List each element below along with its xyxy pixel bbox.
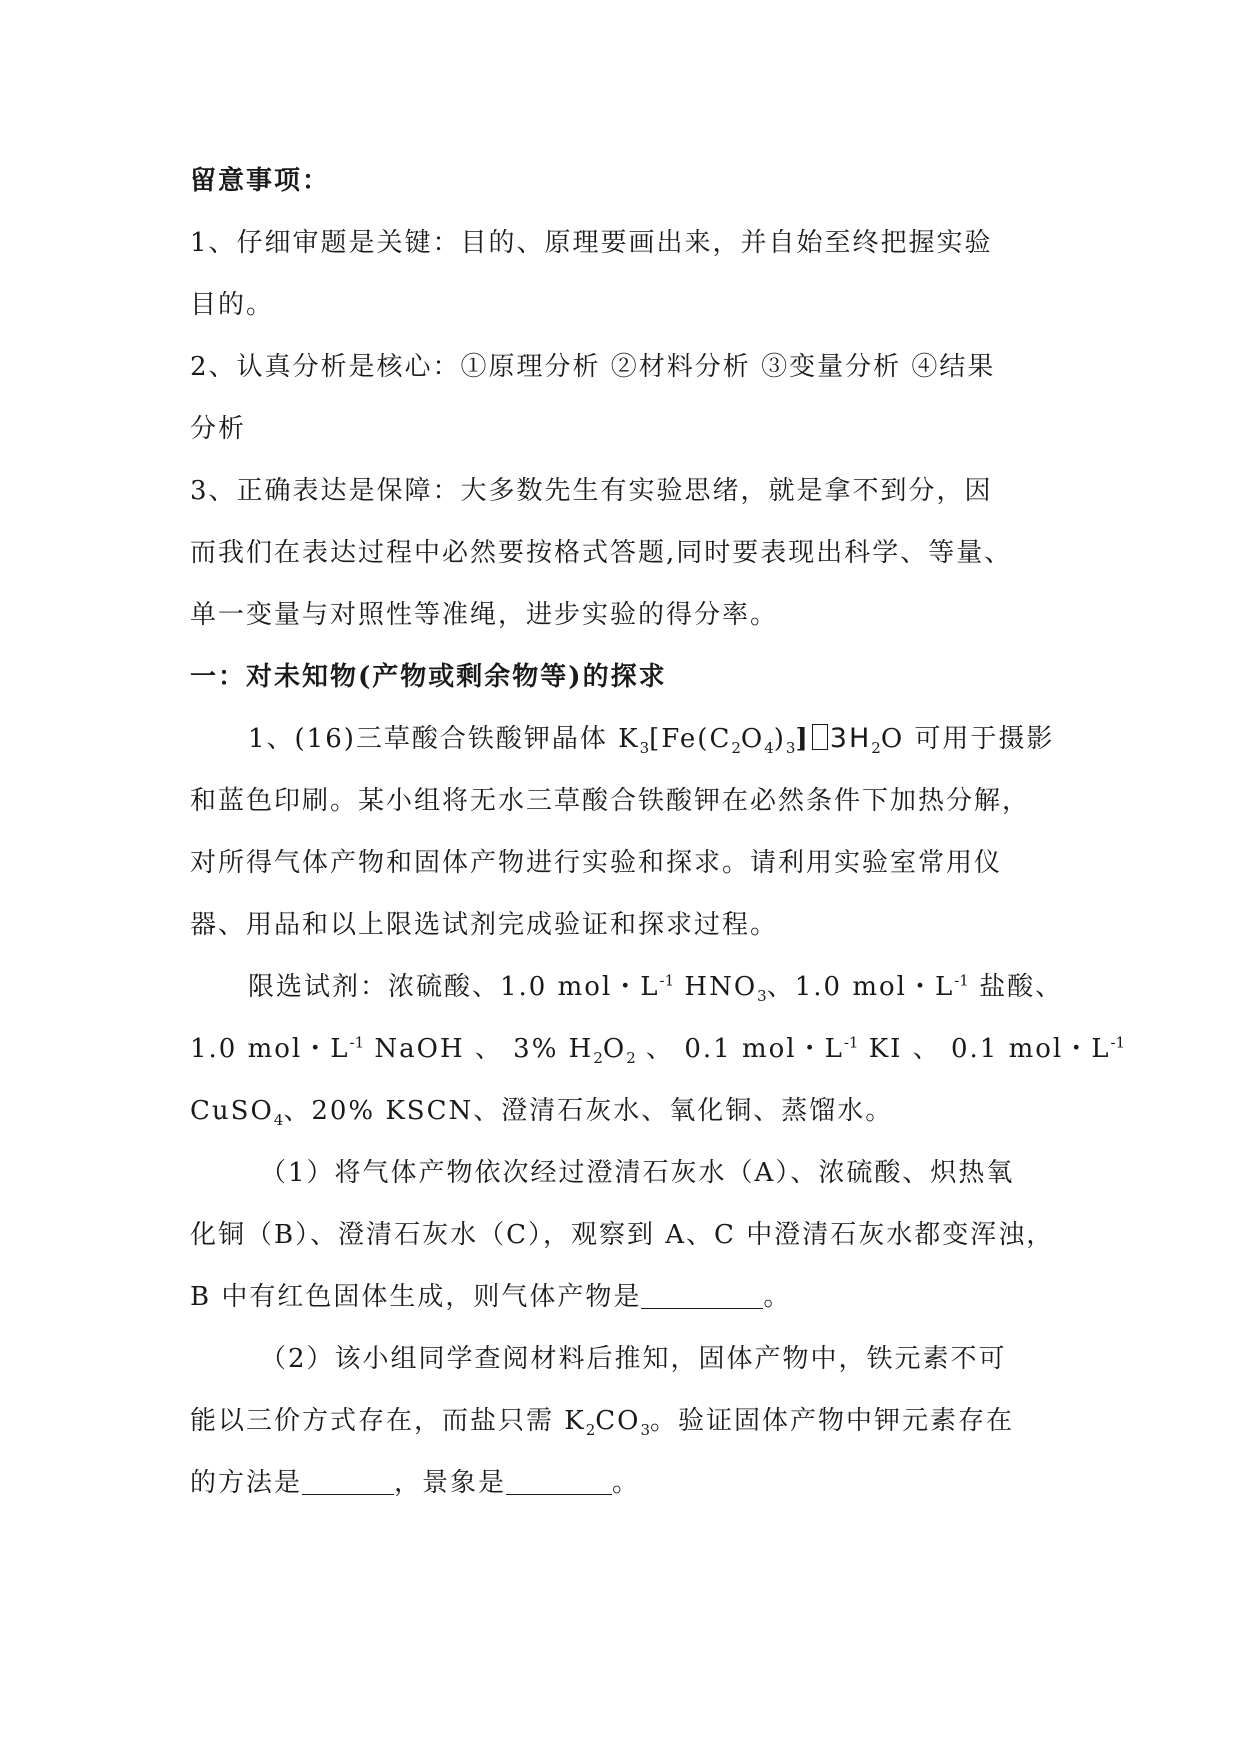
item1-line1: 1、仔细审题是关键：目的、原理要画出来，并自始至终把握实验	[190, 228, 993, 258]
question1-line4: 器、用品和以上限选试剂完成验证和探求过程。	[190, 910, 779, 940]
sub-question2-line3: 的方法是 ，景象是 。	[190, 1452, 1070, 1514]
answer-blank-method[interactable]	[302, 1464, 394, 1495]
document-page	[190, 150, 1126, 1514]
item3-line1: 3、正确表达是保障：大多数先生有实验思绪，就是拿不到分，因	[190, 476, 993, 506]
item1-line2: 目的。	[190, 290, 275, 320]
sub-question1-line3: B 中有红色固体生成，则气体产物是 。	[190, 1266, 1070, 1328]
missing-glyph-box	[812, 724, 828, 750]
reagents-line1: 限选试剂：浓硫酸、1.0 mol・$L^{-1}$ $HNO_3$、1.0 mol・$L^{-1}$ 盐酸、	[248, 971, 1064, 1006]
answer-blank-phenomenon[interactable]	[506, 1464, 612, 1495]
item3-line3: 单一变量与对照性等准绳，进步实验的得分率。	[190, 600, 779, 630]
item3-line2: 而我们在表达过程中必然要按格式答题,同时要表现出科学、等量、	[190, 538, 1013, 568]
item2-line2: 分析	[190, 414, 247, 444]
section-heading: 一：对未知物(产物或剩余物等)的探求	[190, 662, 667, 692]
item2-line1: 2、认真分析是核心：①原理分析 ②材料分析 ③变量分析 ④结果	[190, 352, 996, 382]
question1-line3: 对所得气体产物和固体产物进行实验和探求。请利用实验室常用仪	[190, 848, 1003, 878]
sub-question1-line2: 化铜（B）、澄清石灰水（C），观察到 A、C 中澄清石灰水都变浑浊，	[190, 1220, 1055, 1250]
reagents-line2: 1.0 mol・$L^{-1}$ NaOH 、 3% $H_2O_2$ 、 0.1 mol・$L^{-1}$ KI 、 0.1 mol・$L^{-1}$	[190, 1033, 1126, 1068]
reagents-line3: CuSO$_4$、20% KSCN、澄清石灰水、氧化铜、蒸馏水。	[190, 1096, 894, 1130]
sub-question2-line1: （2）该小组同学查阅材料后推知，固体产物中，铁元素不可	[260, 1344, 1007, 1374]
answer-blank-gas-product[interactable]	[641, 1278, 763, 1309]
sub-question2-line2: 能以三价方式存在，而盐只需 $K_2CO_3$。验证固体产物中钾元素存在	[190, 1406, 1015, 1440]
question1-line1: 1、(16)三草酸合铁酸钾晶体 $K_3[Fe(C_2O_4)_3]$ $3H_2O$ 可用于摄影	[248, 723, 1055, 758]
sub-question1-line1: （1）将气体产物依次经过澄清石灰水（A）、浓硫酸、炽热氧	[260, 1158, 1015, 1188]
notes-heading: 留意事项：	[190, 166, 331, 196]
question1-line2: 和蓝色印刷。某小组将无水三草酸合铁酸钾在必然条件下加热分解，	[190, 786, 1031, 816]
